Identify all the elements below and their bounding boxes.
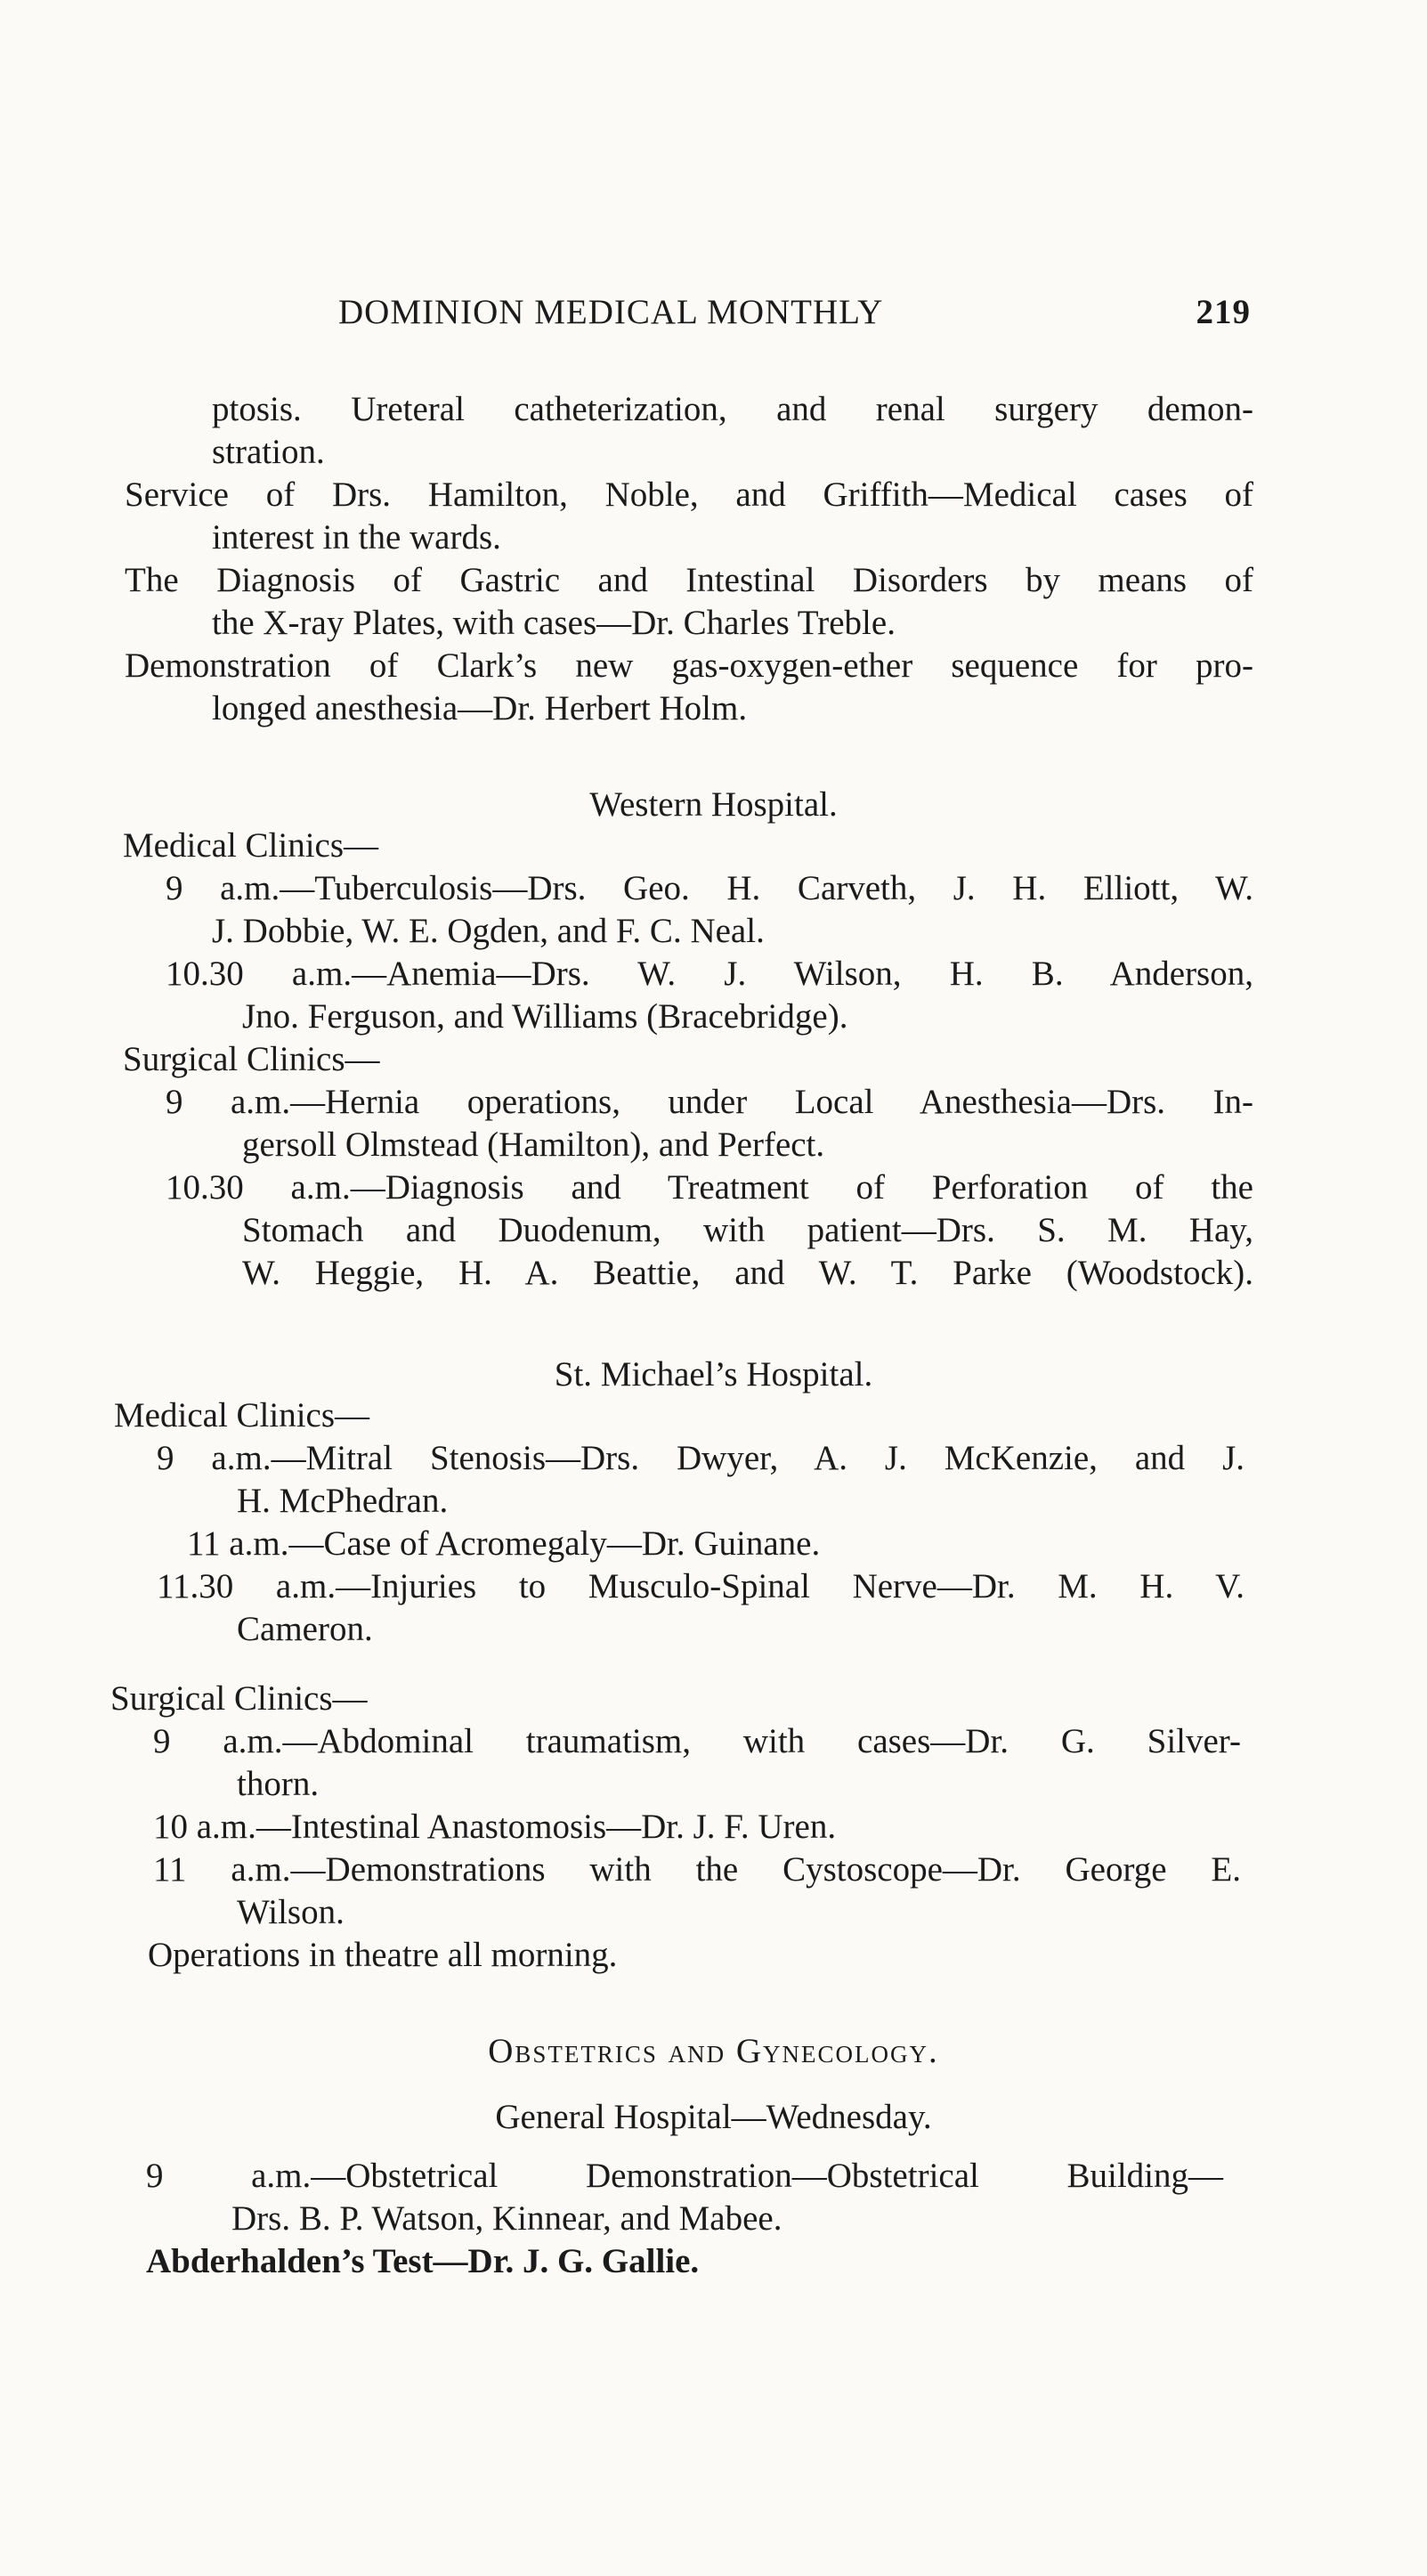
subsection-surgical-clinics: Surgical Clinics— xyxy=(110,1679,368,1718)
text-line: Drs. B. P. Watson, Kinnear, and Mabee. xyxy=(231,2199,782,2238)
text-line: W. Heggie, H. A. Beattie, and W. T. Parke (Woodstock). xyxy=(242,1254,1253,1292)
section-heading-western-hospital: Western Hospital. xyxy=(589,785,838,824)
text-line: 11 a.m.—Case of Acromegaly—Dr. Guinane. xyxy=(187,1524,821,1563)
text-line: stration. xyxy=(212,433,325,471)
section-subheading-general-hospital: General Hospital—Wednesday. xyxy=(495,2098,932,2136)
text-line: gersoll Olmstead (Hamilton), and Perfect. xyxy=(242,1125,825,1164)
text-line: Abderhalden’s Test—Dr. J. G. Gallie. xyxy=(146,2242,700,2280)
text-line: 9 a.m.—Obstetrical Demonstration—Obstetrical Building— xyxy=(146,2157,1223,2195)
text-line: 11 a.m.—Demonstrations with the Cystoscope—Dr. George E. xyxy=(153,1850,1241,1889)
text-line: ptosis. Ureteral catheterization, and renal surgery demon- xyxy=(212,390,1253,428)
text-line: The Diagnosis of Gastric and Intestinal Disorders by means of xyxy=(125,561,1253,599)
text-line: H. McPhedran. xyxy=(237,1482,449,1520)
text-line: 9 a.m.—Mitral Stenosis—Drs. Dwyer, A. J. McKenzie, and J. xyxy=(157,1439,1245,1477)
section-heading-obstetrics-gynecology: Obstetrics and Gynecology. xyxy=(488,2032,939,2070)
text-line: 9 a.m.—Hernia operations, under Local Anesthesia—Drs. In- xyxy=(166,1083,1253,1121)
text-line: 10.30 a.m.—Anemia—Drs. W. J. Wilson, H. B. Anderson, xyxy=(166,955,1253,993)
text-line: Wilson. xyxy=(237,1893,345,1931)
text-line: the X-ray Plates, with cases—Dr. Charles Treble. xyxy=(212,604,896,642)
subsection-medical-clinics: Medical Clinics— xyxy=(114,1396,370,1434)
subsection-surgical-clinics: Surgical Clinics— xyxy=(123,1040,380,1078)
text-line: Stomach and Duodenum, with patient—Drs. S. M. Hay, xyxy=(242,1211,1253,1249)
text-line: longed anesthesia—Dr. Herbert Holm. xyxy=(212,689,748,727)
journal-title: DOMINION MEDICAL MONTHLY xyxy=(338,293,884,331)
text-line: Service of Drs. Hamilton, Noble, and Griffith—Medical cases of xyxy=(125,475,1253,514)
text-line: Operations in theatre all morning. xyxy=(148,1936,618,1974)
subsection-medical-clinics: Medical Clinics— xyxy=(123,826,379,865)
text-line: thorn. xyxy=(237,1765,320,1803)
text-line: 10.30 a.m.—Diagnosis and Treatment of Perforation of the xyxy=(166,1168,1253,1207)
text-line: interest in the wards. xyxy=(212,518,501,557)
text-line: Jno. Ferguson, and Williams (Bracebridge). xyxy=(242,997,848,1036)
section-heading-st-michaels-hospital: St. Michael’s Hospital. xyxy=(554,1355,873,1394)
text-line: J. Dobbie, W. E. Ogden, and F. C. Neal. xyxy=(212,912,765,950)
text-line: 10 a.m.—Intestinal Anastomosis—Dr. J. F. Uren. xyxy=(153,1808,837,1846)
text-line: 9 a.m.—Abdominal traumatism, with cases—Dr. G. Silver- xyxy=(153,1722,1241,1760)
page-number: 219 xyxy=(1196,293,1251,331)
running-header xyxy=(338,292,1251,342)
text-line: Demonstration of Clark’s new gas-oxygen-ether sequence for pro- xyxy=(125,646,1253,685)
text-line: Cameron. xyxy=(237,1610,373,1648)
text-line: 11.30 a.m.—Injuries to Musculo-Spinal Nerve—Dr. M. H. V. xyxy=(157,1567,1245,1605)
text-line: 9 a.m.—Tuberculosis—Drs. Geo. H. Carveth, J. H. Elliott, W. xyxy=(166,869,1253,907)
